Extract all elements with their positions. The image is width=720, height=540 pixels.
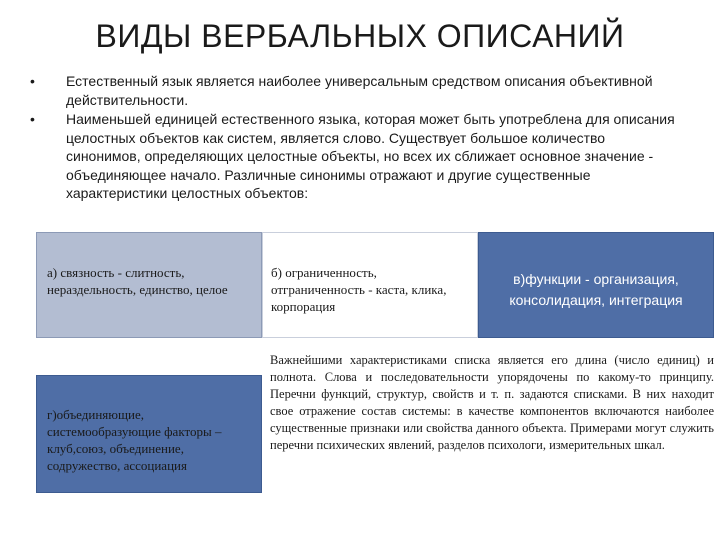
bullet-dot-icon: • [30,111,35,127]
list-characteristics-paragraph: Важнейшими характеристиками списка является его длина (число единиц) и полнота. Слова и последовательности упорядочены по какому-то принципу. Перечни функций, структур, свойств и т. п. задаются списками. В них находит свое отражение состав системы: в качестве компонентов включаются наиболее существенные признаки или свойства данного объекта. Примерами могут служить перечни психических явлений, разделов психологи, измерительных шкал. [270,353,714,452]
box-b-boundedness [262,232,478,338]
box-c-functions [478,232,714,338]
bullet-text: Естественный язык является наиболее универсальным средством описания объективной действительности. [66,73,653,108]
bullet-text: Наименьшей единицей естественного языка, которая может быть употреблена для описания целостных объектов как систем, является слово. Существует большое количество синонимов, определяющих целостные объекты, но всех их сближает основное значение - объединяющее начало. Различные синонимы отражают и другие существенные характеристики целостных объектов: [66,111,675,201]
box-d-unifying-factors [36,375,262,493]
box-a-text: а) связность - слитность, нераздельность, единство, целое [47,265,228,297]
slide-title: ВИДЫ ВЕРБАЛЬНЫХ ОПИСАНИЙ [95,18,625,54]
bullet-item [30,110,680,203]
bullet-item [30,72,680,109]
box-a-connectivity [36,232,262,338]
bullet-dot-icon: • [30,73,35,89]
box-d-text: г)объединяющие, системообразующие факторы – клуб,союз, объединение, содружество, ассоциация [47,407,222,473]
box-c-text: в)функции - организация, консолидация, интеграция [509,271,683,308]
box-b-text: б) ограниченность, отграниченность - каста, клика, корпорация [271,265,447,314]
bullet-list [30,72,680,204]
